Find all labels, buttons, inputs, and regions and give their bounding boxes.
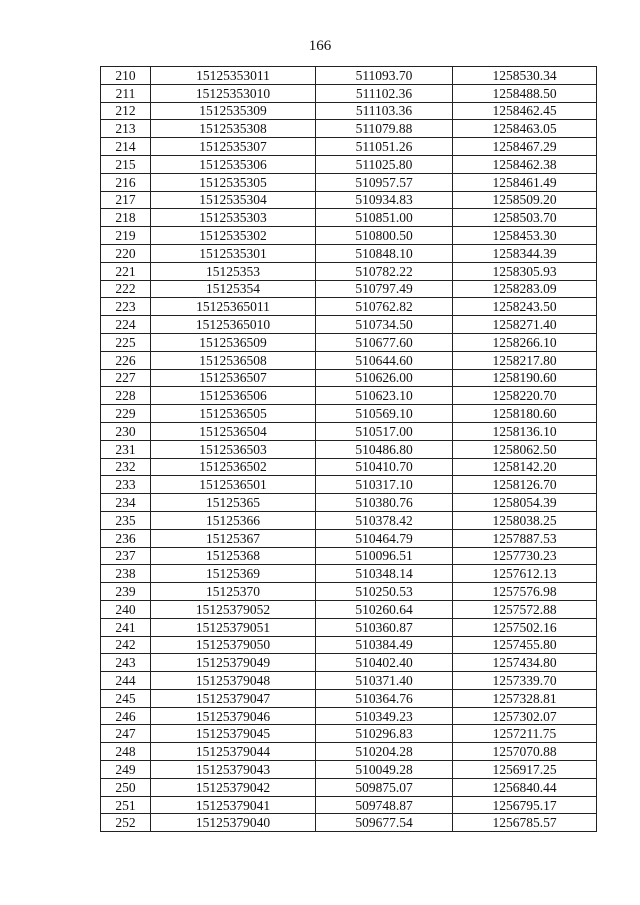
point-id-cell: 15125379044 [151, 743, 316, 761]
table-row [101, 280, 597, 298]
y-coordinate-cell: 1257434.80 [453, 654, 597, 672]
y-coordinate-cell: 1258054.39 [453, 494, 597, 512]
table-row [101, 227, 597, 245]
table-row [101, 155, 597, 173]
table-row [101, 476, 597, 494]
row-index-cell: 219 [101, 227, 151, 245]
y-coordinate-cell: 1258136.10 [453, 422, 597, 440]
y-coordinate-cell: 1257502.16 [453, 618, 597, 636]
table-row [101, 173, 597, 191]
row-index-cell: 227 [101, 369, 151, 387]
x-coordinate-cell: 510569.10 [316, 405, 453, 423]
row-index-cell: 237 [101, 547, 151, 565]
point-id-cell: 15125353 [151, 262, 316, 280]
x-coordinate-cell: 510371.40 [316, 672, 453, 690]
y-coordinate-cell: 1258305.93 [453, 262, 597, 280]
page-number: 166 [308, 38, 332, 54]
table-row [101, 707, 597, 725]
point-id-cell: 15125379051 [151, 618, 316, 636]
row-index-cell: 247 [101, 725, 151, 743]
y-coordinate-cell: 1258126.70 [453, 476, 597, 494]
table-row [101, 761, 597, 779]
y-coordinate-cell: 1258530.34 [453, 67, 597, 85]
row-index-cell: 230 [101, 422, 151, 440]
row-index-cell: 246 [101, 707, 151, 725]
y-coordinate-cell: 1258180.60 [453, 405, 597, 423]
row-index-cell: 215 [101, 155, 151, 173]
x-coordinate-cell: 510486.80 [316, 440, 453, 458]
point-id-cell: 15125379045 [151, 725, 316, 743]
point-id-cell: 15125365011 [151, 298, 316, 316]
row-index-cell: 245 [101, 689, 151, 707]
row-index-cell: 238 [101, 565, 151, 583]
y-coordinate-cell: 1258503.70 [453, 209, 597, 227]
x-coordinate-cell: 509748.87 [316, 796, 453, 814]
x-coordinate-cell: 510797.49 [316, 280, 453, 298]
x-coordinate-cell: 510782.22 [316, 262, 453, 280]
row-index-cell: 228 [101, 387, 151, 405]
row-index-cell: 235 [101, 511, 151, 529]
row-index-cell: 231 [101, 440, 151, 458]
x-coordinate-cell: 510464.79 [316, 529, 453, 547]
point-id-cell: 15125369 [151, 565, 316, 583]
point-id-cell: 15125379042 [151, 778, 316, 796]
x-coordinate-cell: 510317.10 [316, 476, 453, 494]
table-row [101, 618, 597, 636]
row-index-cell: 232 [101, 458, 151, 476]
row-index-cell: 251 [101, 796, 151, 814]
y-coordinate-cell: 1257576.98 [453, 583, 597, 601]
coordinates-table-body [101, 67, 597, 832]
table-row [101, 583, 597, 601]
point-id-cell: 1512536507 [151, 369, 316, 387]
table-row [101, 102, 597, 120]
table-row [101, 458, 597, 476]
x-coordinate-cell: 511093.70 [316, 67, 453, 85]
point-id-cell: 1512536505 [151, 405, 316, 423]
table-row [101, 440, 597, 458]
row-index-cell: 218 [101, 209, 151, 227]
row-index-cell: 248 [101, 743, 151, 761]
y-coordinate-cell: 1257302.07 [453, 707, 597, 725]
y-coordinate-cell: 1258283.09 [453, 280, 597, 298]
x-coordinate-cell: 510734.50 [316, 316, 453, 334]
point-id-cell: 1512535304 [151, 191, 316, 209]
point-id-cell: 1512535301 [151, 244, 316, 262]
row-index-cell: 229 [101, 405, 151, 423]
row-index-cell: 217 [101, 191, 151, 209]
row-index-cell: 241 [101, 618, 151, 636]
point-id-cell: 15125368 [151, 547, 316, 565]
table-row [101, 565, 597, 583]
table-row [101, 600, 597, 618]
point-id-cell: 1512536509 [151, 333, 316, 351]
point-id-cell: 1512535303 [151, 209, 316, 227]
x-coordinate-cell: 510349.23 [316, 707, 453, 725]
x-coordinate-cell: 511102.36 [316, 84, 453, 102]
x-coordinate-cell: 510934.83 [316, 191, 453, 209]
table-row [101, 351, 597, 369]
table-row [101, 244, 597, 262]
row-index-cell: 223 [101, 298, 151, 316]
row-index-cell: 210 [101, 67, 151, 85]
y-coordinate-cell: 1257730.23 [453, 547, 597, 565]
table-row [101, 333, 597, 351]
x-coordinate-cell: 510851.00 [316, 209, 453, 227]
x-coordinate-cell: 510848.10 [316, 244, 453, 262]
point-id-cell: 15125366 [151, 511, 316, 529]
x-coordinate-cell: 510410.70 [316, 458, 453, 476]
x-coordinate-cell: 510260.64 [316, 600, 453, 618]
y-coordinate-cell: 1256785.57 [453, 814, 597, 832]
x-coordinate-cell: 510644.60 [316, 351, 453, 369]
x-coordinate-cell: 510250.53 [316, 583, 453, 601]
y-coordinate-cell: 1257070.88 [453, 743, 597, 761]
table-row [101, 316, 597, 334]
row-index-cell: 221 [101, 262, 151, 280]
point-id-cell: 15125353010 [151, 84, 316, 102]
table-row [101, 511, 597, 529]
table-row [101, 298, 597, 316]
row-index-cell: 212 [101, 102, 151, 120]
y-coordinate-cell: 1258453.30 [453, 227, 597, 245]
y-coordinate-cell: 1258344.39 [453, 244, 597, 262]
row-index-cell: 242 [101, 636, 151, 654]
row-index-cell: 236 [101, 529, 151, 547]
point-id-cell: 15125379050 [151, 636, 316, 654]
row-index-cell: 249 [101, 761, 151, 779]
x-coordinate-cell: 510626.00 [316, 369, 453, 387]
x-coordinate-cell: 510348.14 [316, 565, 453, 583]
point-id-cell: 1512536508 [151, 351, 316, 369]
y-coordinate-cell: 1257572.88 [453, 600, 597, 618]
point-id-cell: 15125379048 [151, 672, 316, 690]
point-id-cell: 15125379046 [151, 707, 316, 725]
point-id-cell: 1512535309 [151, 102, 316, 120]
y-coordinate-cell: 1257455.80 [453, 636, 597, 654]
table-row [101, 636, 597, 654]
x-coordinate-cell: 510096.51 [316, 547, 453, 565]
row-index-cell: 233 [101, 476, 151, 494]
table-row [101, 494, 597, 512]
x-coordinate-cell: 510762.82 [316, 298, 453, 316]
x-coordinate-cell: 510364.76 [316, 689, 453, 707]
table-row [101, 529, 597, 547]
point-id-cell: 1512536504 [151, 422, 316, 440]
y-coordinate-cell: 1258461.49 [453, 173, 597, 191]
y-coordinate-cell: 1258243.50 [453, 298, 597, 316]
table-row [101, 796, 597, 814]
row-index-cell: 213 [101, 120, 151, 138]
y-coordinate-cell: 1258266.10 [453, 333, 597, 351]
table-row [101, 84, 597, 102]
point-id-cell: 15125379052 [151, 600, 316, 618]
table-row [101, 547, 597, 565]
point-id-cell: 15125379049 [151, 654, 316, 672]
point-id-cell: 1512536503 [151, 440, 316, 458]
y-coordinate-cell: 1256917.25 [453, 761, 597, 779]
table-row [101, 209, 597, 227]
row-index-cell: 214 [101, 138, 151, 156]
point-id-cell: 1512536502 [151, 458, 316, 476]
x-coordinate-cell: 510360.87 [316, 618, 453, 636]
y-coordinate-cell: 1257339.70 [453, 672, 597, 690]
x-coordinate-cell: 510402.40 [316, 654, 453, 672]
y-coordinate-cell: 1256795.17 [453, 796, 597, 814]
point-id-cell: 1512535307 [151, 138, 316, 156]
y-coordinate-cell: 1257612.13 [453, 565, 597, 583]
x-coordinate-cell: 511079.88 [316, 120, 453, 138]
row-index-cell: 239 [101, 583, 151, 601]
point-id-cell: 1512536506 [151, 387, 316, 405]
row-index-cell: 234 [101, 494, 151, 512]
table-row [101, 814, 597, 832]
point-id-cell: 1512535302 [151, 227, 316, 245]
point-id-cell: 15125379043 [151, 761, 316, 779]
x-coordinate-cell: 510957.57 [316, 173, 453, 191]
table-row [101, 654, 597, 672]
x-coordinate-cell: 510384.49 [316, 636, 453, 654]
y-coordinate-cell: 1256840.44 [453, 778, 597, 796]
point-id-cell: 15125365 [151, 494, 316, 512]
x-coordinate-cell: 510296.83 [316, 725, 453, 743]
point-id-cell: 1512535305 [151, 173, 316, 191]
point-id-cell: 1512535306 [151, 155, 316, 173]
y-coordinate-cell: 1258463.05 [453, 120, 597, 138]
x-coordinate-cell: 510800.50 [316, 227, 453, 245]
y-coordinate-cell: 1258488.50 [453, 84, 597, 102]
row-index-cell: 222 [101, 280, 151, 298]
point-id-cell: 15125379040 [151, 814, 316, 832]
x-coordinate-cell: 509875.07 [316, 778, 453, 796]
point-id-cell: 15125367 [151, 529, 316, 547]
row-index-cell: 216 [101, 173, 151, 191]
y-coordinate-cell: 1258142.20 [453, 458, 597, 476]
y-coordinate-cell: 1258220.70 [453, 387, 597, 405]
table-row [101, 743, 597, 761]
point-id-cell: 15125365010 [151, 316, 316, 334]
row-index-cell: 225 [101, 333, 151, 351]
y-coordinate-cell: 1258190.60 [453, 369, 597, 387]
y-coordinate-cell: 1258509.20 [453, 191, 597, 209]
table-row [101, 405, 597, 423]
point-id-cell: 1512535308 [151, 120, 316, 138]
table-row [101, 262, 597, 280]
row-index-cell: 224 [101, 316, 151, 334]
point-id-cell: 15125379047 [151, 689, 316, 707]
x-coordinate-cell: 511025.80 [316, 155, 453, 173]
row-index-cell: 240 [101, 600, 151, 618]
table-row [101, 138, 597, 156]
table-row [101, 422, 597, 440]
row-index-cell: 220 [101, 244, 151, 262]
y-coordinate-cell: 1258467.29 [453, 138, 597, 156]
point-id-cell: 15125353011 [151, 67, 316, 85]
table-row [101, 778, 597, 796]
point-id-cell: 1512536501 [151, 476, 316, 494]
table-row [101, 672, 597, 690]
row-index-cell: 243 [101, 654, 151, 672]
y-coordinate-cell: 1257887.53 [453, 529, 597, 547]
table-row [101, 120, 597, 138]
point-id-cell: 15125354 [151, 280, 316, 298]
row-index-cell: 250 [101, 778, 151, 796]
x-coordinate-cell: 509677.54 [316, 814, 453, 832]
y-coordinate-cell: 1258462.38 [453, 155, 597, 173]
x-coordinate-cell: 510677.60 [316, 333, 453, 351]
row-index-cell: 211 [101, 84, 151, 102]
table-row [101, 387, 597, 405]
point-id-cell: 15125370 [151, 583, 316, 601]
table-row [101, 725, 597, 743]
y-coordinate-cell: 1258062.50 [453, 440, 597, 458]
x-coordinate-cell: 511051.26 [316, 138, 453, 156]
row-index-cell: 244 [101, 672, 151, 690]
point-id-cell: 15125379041 [151, 796, 316, 814]
y-coordinate-cell: 1257328.81 [453, 689, 597, 707]
y-coordinate-cell: 1258462.45 [453, 102, 597, 120]
x-coordinate-cell: 510204.28 [316, 743, 453, 761]
x-coordinate-cell: 510517.00 [316, 422, 453, 440]
table-row [101, 67, 597, 85]
y-coordinate-cell: 1258271.40 [453, 316, 597, 334]
coordinates-table [100, 66, 597, 832]
table-row [101, 191, 597, 209]
x-coordinate-cell: 510378.42 [316, 511, 453, 529]
x-coordinate-cell: 510623.10 [316, 387, 453, 405]
y-coordinate-cell: 1258038.25 [453, 511, 597, 529]
y-coordinate-cell: 1258217.80 [453, 351, 597, 369]
y-coordinate-cell: 1257211.75 [453, 725, 597, 743]
table-row [101, 689, 597, 707]
row-index-cell: 252 [101, 814, 151, 832]
table-row [101, 369, 597, 387]
x-coordinate-cell: 511103.36 [316, 102, 453, 120]
row-index-cell: 226 [101, 351, 151, 369]
x-coordinate-cell: 510049.28 [316, 761, 453, 779]
x-coordinate-cell: 510380.76 [316, 494, 453, 512]
